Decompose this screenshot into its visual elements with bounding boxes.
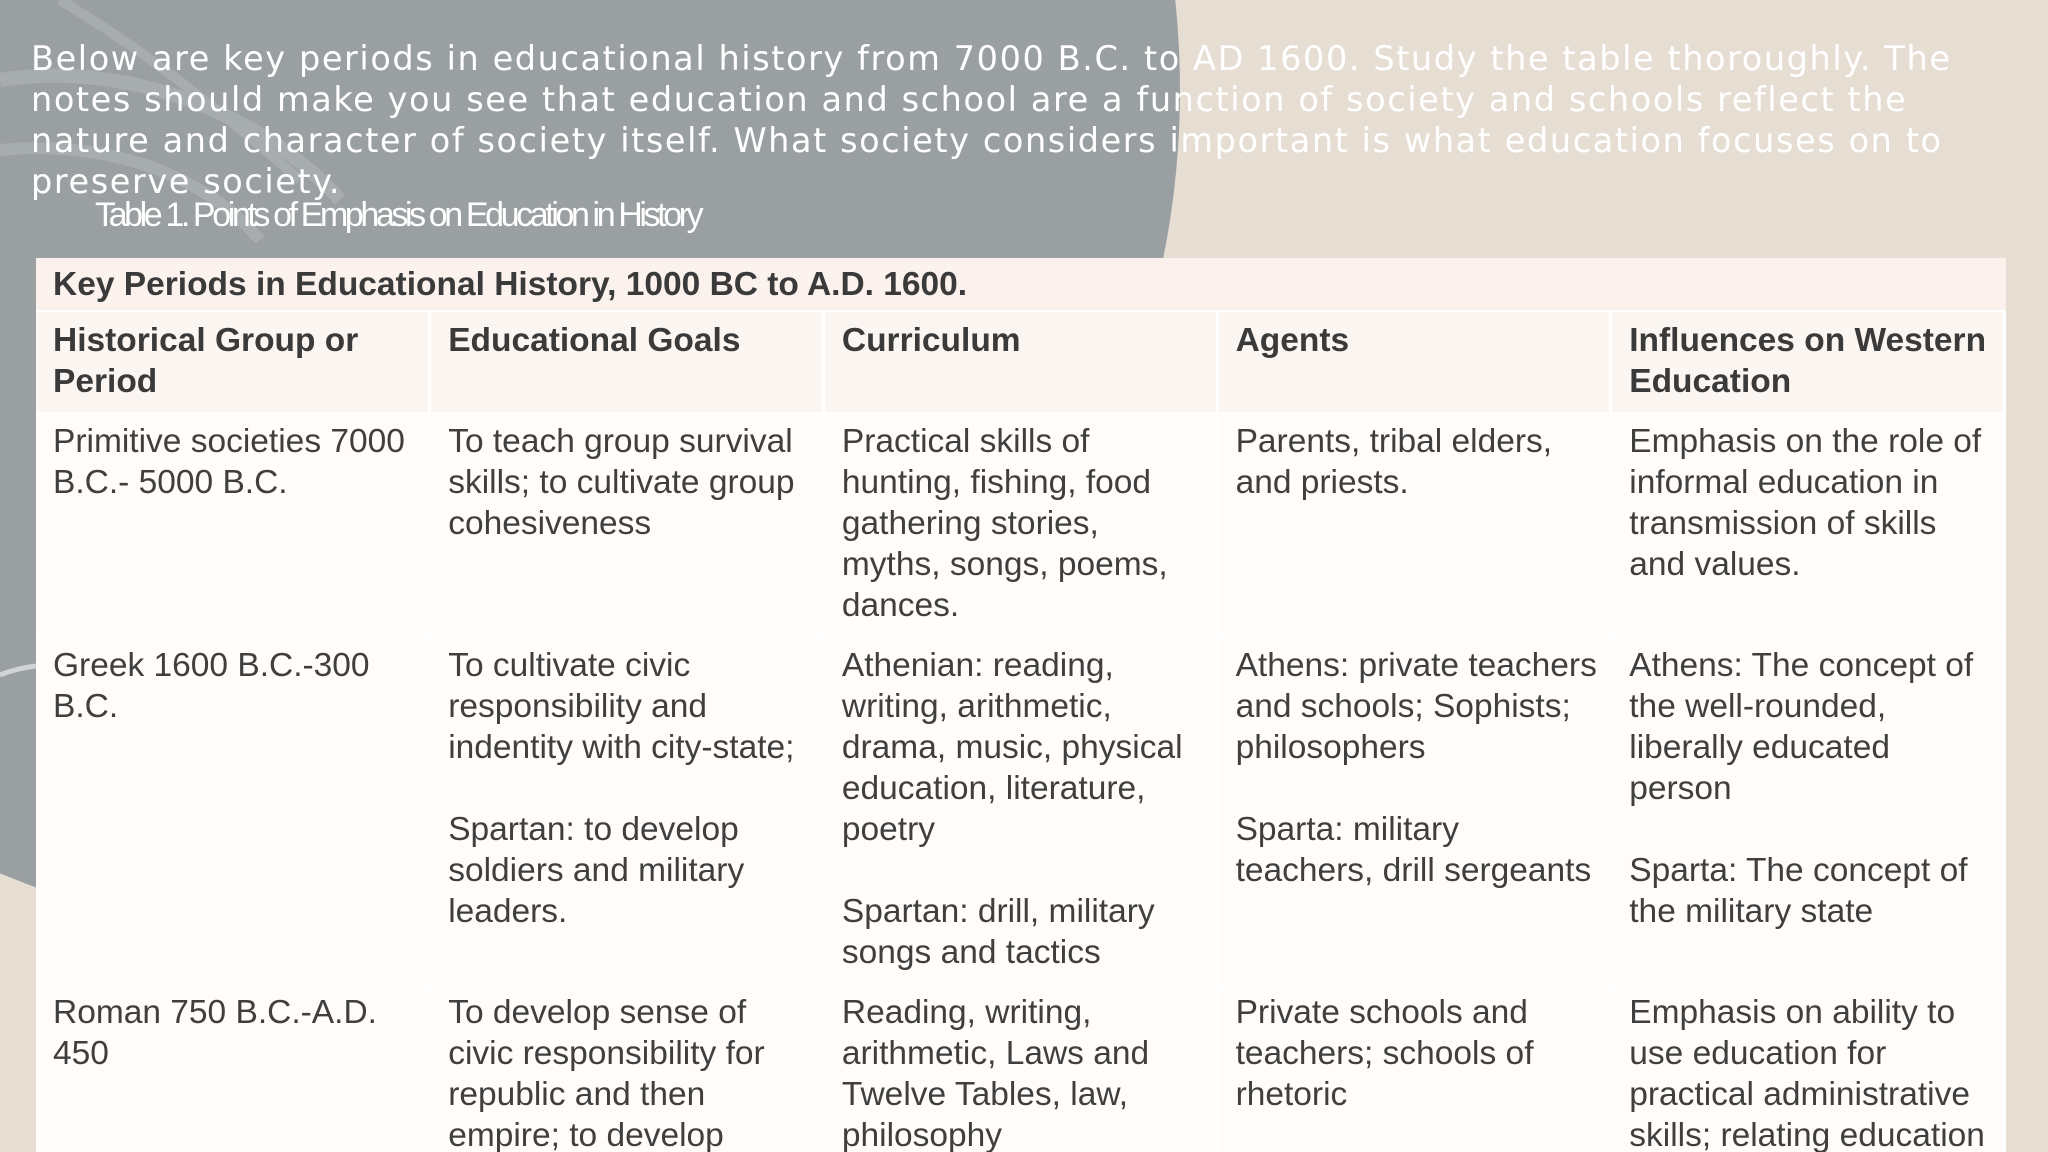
cell-goals [430, 985, 824, 1152]
cell-agents [1217, 638, 1611, 985]
cell-paragraph: Reading, writing, arithmetic, Laws and Twelve Tables, law, philosophy [841, 994, 1150, 1152]
cell-agents [1217, 414, 1611, 638]
cell-period: Roman 750 B.C.-A.D. 450 [36, 985, 430, 1152]
cell-period: Greek 1600 B.C.-300 B.C. [36, 638, 430, 985]
cell-curriculum [823, 414, 1217, 638]
column-header-influences: Influences on Western Education [1611, 312, 2005, 414]
cell-paragraph: To develop sense of civic responsibility for republic and then empire; to develop [448, 994, 765, 1152]
cell-paragraph: Athenian: reading, writing, arithmetic, drama, music, physical education, literature, poetry [841, 647, 1183, 848]
cell-paragraph: Practical skills of hunting, fishing, food gathering stories, myths, songs, poems, dances. [841, 423, 1168, 624]
cell-influences [1611, 638, 2005, 985]
cell-paragraph: Athens: private teachers and schools; Sophists; philosophers [1235, 647, 1597, 766]
cell-paragraph: Spartan: drill, military songs and tactics [841, 893, 1155, 971]
history-table [36, 258, 2006, 1152]
cell-paragraph: Sparta: military teachers, drill sergeants [1235, 811, 1592, 889]
cell-paragraph: Spartan: to develop soldiers and military leaders. [448, 811, 745, 930]
paragraph-gap [1236, 768, 1600, 809]
column-header-agents: Agents [1217, 312, 1611, 414]
paragraph-gap [1629, 809, 1993, 850]
table-body [36, 414, 2005, 1152]
cell-paragraph: Private schools and teachers; schools of rhetoric [1235, 994, 1534, 1113]
header-row [36, 312, 2005, 414]
cell-paragraph: Emphasis on ability to use education for practical administrative skills; relating education [1629, 994, 1985, 1152]
cell-paragraph: Athens: The concept of the well-rounded, liberally educated person [1629, 647, 1974, 807]
cell-paragraph: To teach group survival skills; to cultivate group cohesiveness [448, 423, 795, 542]
cell-curriculum [823, 638, 1217, 985]
table-row [36, 638, 2005, 985]
cell-influences [1611, 985, 2005, 1152]
table-row [36, 985, 2005, 1152]
cell-agents [1217, 985, 1611, 1152]
table-caption: Table 1. Points of Emphasis on Education in History [95, 196, 701, 234]
cell-goals [430, 638, 824, 985]
cell-goals [430, 414, 824, 638]
paragraph-gap [842, 850, 1206, 891]
table-row [36, 414, 2005, 638]
cell-period: Primitive societies 7000 B.C.- 5000 B.C. [36, 414, 430, 638]
cell-curriculum [823, 985, 1217, 1152]
column-header-period: Historical Group or Period [36, 312, 430, 414]
column-header-curriculum: Curriculum [823, 312, 1217, 414]
cell-paragraph: Parents, tribal elders, and priests. [1235, 423, 1553, 501]
cell-influences [1611, 414, 2005, 638]
intro-paragraph: Below are key periods in educational history from 7000 B.C. to AD 1600. Study the table thoroughly. The notes should make you see that education and school are a function of society and schools reflect the nature and character of society itself. What society considers important is what education focuses on to preserve society. [31, 39, 1952, 201]
column-header-goals: Educational Goals [430, 312, 824, 414]
periods-table [36, 312, 2006, 1152]
cell-paragraph: To cultivate civic responsibility and indentity with city-state; [448, 647, 795, 766]
cell-paragraph: Sparta: The concept of the military state [1629, 852, 1968, 930]
table-heading: Key Periods in Educational History, 1000 BC to A.D. 1600. [36, 258, 2006, 312]
paragraph-gap [448, 768, 812, 809]
cell-paragraph: Emphasis on the role of informal education in transmission of skills and values. [1629, 423, 1982, 583]
